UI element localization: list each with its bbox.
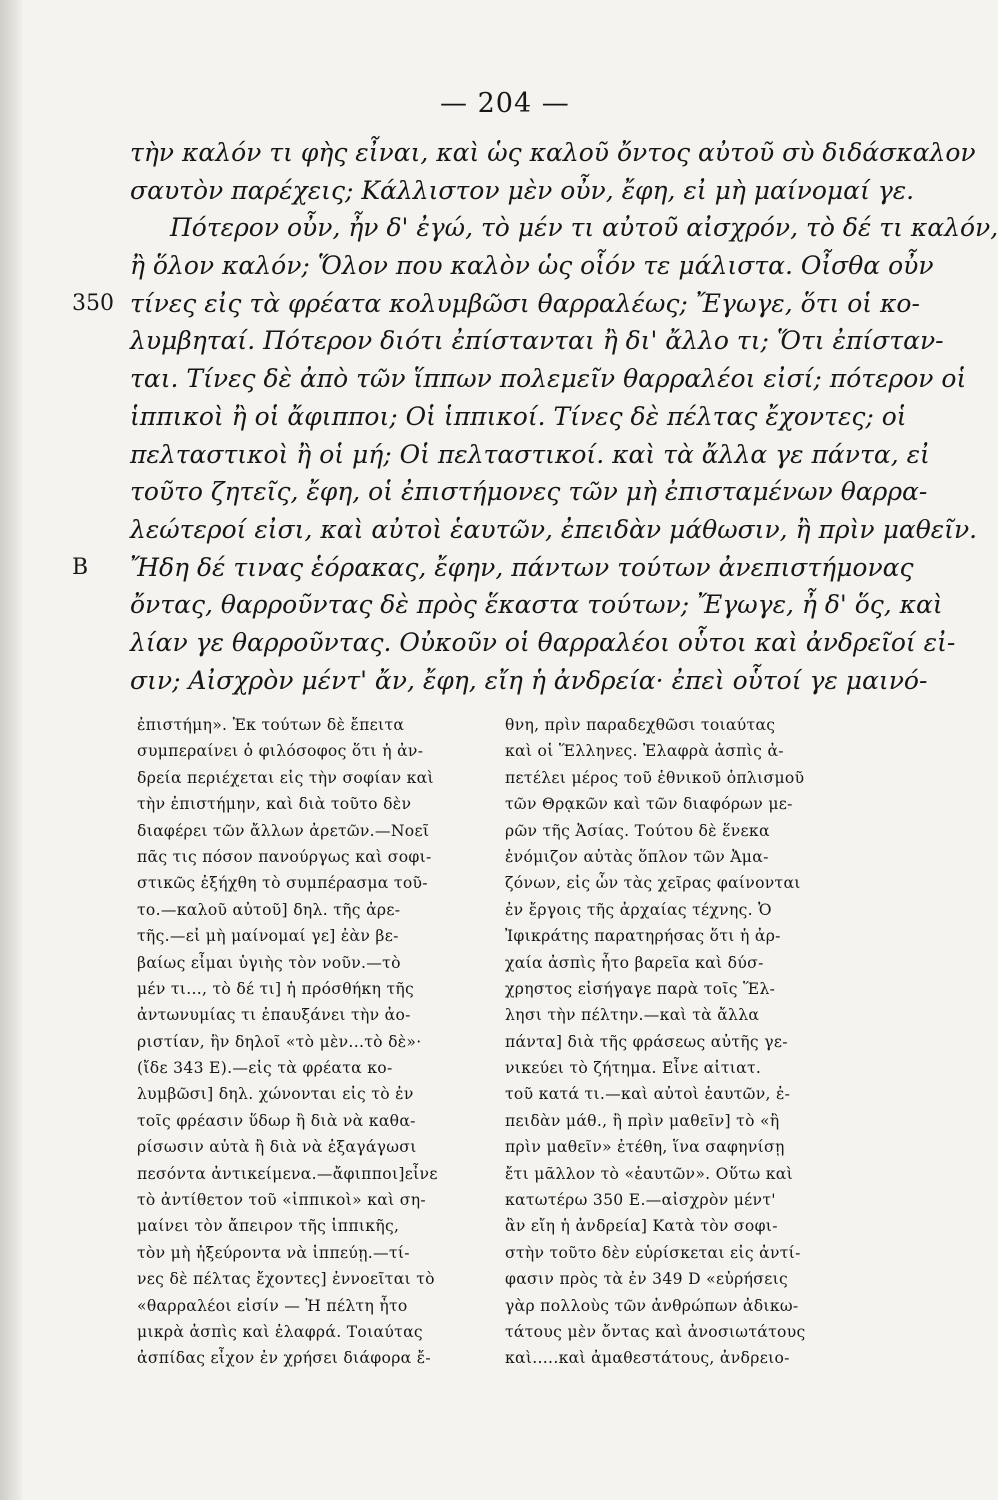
commentary-line: πεσόντα ἀντικείμενα.—ἄφιπποι]εἶνε [137,1164,438,1183]
commentary-line: ἀσπίδας εἶχον ἐν χρήσει διάφορα ἔ- [137,1349,432,1368]
commentary-line: φασιν πρὸς τὰ ἐν 349 D «εὑρήσεις [505,1270,789,1289]
main-text-line [72,285,920,323]
margin-marker: B [72,554,89,580]
main-text-line [130,134,976,172]
main-text-line-content: λεώτεροί εἰσι, καὶ αὐτοὶ ἑαυτῶν, ἐπειδὰν μάθωσιν, ἢ πρὶν μαθεῖν. [130,514,978,544]
commentary-line: νικεύει τὸ ζήτημα. Εἶνε αἰτιατ. [505,1059,762,1078]
main-text-line [130,662,928,700]
main-text-line [130,436,930,474]
page-number: — 204 — [440,88,570,119]
main-text-line-content: ἱππικοὶ ἢ οἱ ἄφιπποι; Οἱ ἱππικοί. Τίνες δὲ πέλτας ἔχοντες; οἱ [130,401,907,431]
commentary-line: θνη, πρὶν παραδεχθῶσι τοιαύτας [505,716,776,734]
commentary-line: πρὶν μαθεῖν» ἐτέθη, ἵνα σαφηνίσῃ [505,1138,785,1157]
commentary-line: λησι τὴν πέλτην.—καὶ τὰ ἄλλα [505,1006,760,1025]
main-text-line [130,624,956,662]
commentary-line: τοῦ κατά τι.—καὶ αὐτοὶ ἑαυτῶν, ἐ- [505,1085,791,1104]
commentary-line: τὸ ἀντίθετον τοῦ «ἱππικοὶ» καὶ ση- [137,1191,426,1210]
main-text-line-content: ἢ ὅλον καλόν; Ὅλον που καλὸν ὡς οἷόν τε μάλιστα. Οἶσθα οὖν [130,251,934,281]
commentary-line: νες δὲ πέλτας ἔχοντες] ἐννοεῖται τὸ [137,1270,435,1289]
commentary-line: το.—καλοῦ αὐτοῦ] δηλ. τῆς ἀρε- [137,900,401,919]
commentary-line: γὰρ πολλοὺς τῶν ἀνθρώπων ἀδικω- [505,1296,799,1315]
commentary-line: μέν τι..., τὸ δέ τι] ἡ πρόσθήκη τῆς [137,979,415,998]
commentary-line: χρηστος εἰσήγαγε παρὰ τοῖς Ἕλ- [505,979,776,998]
main-text-line [130,247,934,285]
commentary-line: δρεία περιέχεται εἰς τὴν σοφίαν καὶ [137,768,434,787]
commentary-line: Ἰφικράτης παρατηρήσας ὅτι ἡ ἀρ- [505,927,781,946]
main-text-line-content: ὄντας, θαρροῦντας δὲ πρὸς ἕκαστα τούτων; Ἔγωγε, ἦ δ' ὅς, καὶ [130,590,943,620]
commentary-line: τῶν Θρᾳκῶν καὶ τῶν διαφόρων με- [505,795,793,814]
commentary-line: τὸν μὴ ἠξεύροντα νὰ ἱππεύῃ.—τί- [137,1243,410,1262]
commentary-line: καὶ οἱ Ἕλληνες. Ἐλαφρὰ ἀσπὶς ἀ- [505,742,784,761]
commentary-line: (ἴδε 343 Ε).—εἰς τὰ φρέατα κο- [137,1059,393,1078]
commentary-line: τὴν ἐπιστήμην, καὶ διὰ τοῦτο δὲν [137,795,412,814]
main-text-line-content: λυμβηταί. Πότερον διότι ἐπίστανται ἢ δι' ἄλλο τι; Ὅτι ἐπίσταν- [130,326,944,356]
commentary-line: «θαρραλέοι εἰσίν — Ἡ πέλτη ἦτο [137,1296,408,1315]
main-text-line [130,511,978,549]
main-text-line [130,322,944,360]
main-text-line [130,360,967,398]
main-text-line-content: λίαν γε θαρροῦντας. Οὐκοῦν οἱ θαρραλέοι οὗτοι καὶ ἀνδρεῖοί εἰ- [130,627,956,657]
commentary-line: συμπεραίνει ὁ φιλόσοφος ὅτι ἡ ἀν- [137,742,424,761]
main-text-line-content: τίνες εἰς τὰ φρέατα κολυμβῶσι θαρραλέως; Ἔγωγε, ὅτι οἱ κο- [130,288,920,318]
main-text-line-content: Ἤδη δέ τινας ἑόρακας, ἔφην, πάντων τούτων ἀνεπιστήμονας [130,552,914,582]
commentary-line: πετέλει μέρος τοῦ ἐθνικοῦ ὁπλισμοῦ [505,768,805,787]
main-text-line [130,586,943,624]
commentary-line: ρίσωσιν αὐτὰ ἢ διὰ νὰ ἐξαγάγωσι [137,1138,417,1157]
margin-marker: 350 [72,290,114,316]
commentary-line: ἔτι μᾶλλον τὸ «ἑαυτῶν». Οὕτω καὶ [505,1164,794,1183]
commentary-line: ρῶν τῆς Ἀσίας. Τούτου δὲ ἕνεκα [505,821,770,840]
commentary-line: στὴν τοῦτο δὲν εὑρίσκεται εἰς ἀντί- [505,1243,801,1262]
commentary-line: ἂν εἴη ἡ ἀνδρεία] Κατὰ τὸν σοφι- [505,1217,778,1236]
commentary-line: τοῖς φρέασιν ὕδωρ ἢ διὰ νὰ καθα- [137,1111,416,1130]
main-text-line-content: τὴν καλόν τι φὴς εἶναι, καὶ ὡς καλοῦ ὄντος αὐτοῦ σὺ διδάσκαλον [130,138,976,167]
commentary-line: χαία ἀσπὶς ἦτο βαρεῖα καὶ δύσ- [505,953,764,972]
main-greek-text [72,134,998,699]
main-text-line [130,172,915,210]
commentary-line: στικῶς ἐξήχθη τὸ συμπέρασμα τοῦ- [137,874,428,893]
main-text-line [130,473,928,511]
main-text-line [130,398,907,436]
commentary-line: τῆς.—εἰ μὴ μαίνομαί γε] ἐὰν βε- [137,927,399,946]
commentary-line: διαφέρει τῶν ἄλλων ἀρετῶν.—Νοεῖ [137,821,430,840]
commentary-line: βαίως εἶμαι ὑγιὴς τὸν νοῦν.—τὸ [137,953,401,972]
main-text-line-content: ται. Τίνες δὲ ἀπὸ τῶν ἵππων πολεμεῖν θαρραλέοι εἰσί; πότερον οἱ [130,364,967,394]
commentary-line: πάντα] διὰ τῆς φράσεως αὐτῆς γε- [505,1032,788,1051]
commentary-line: τάτους μὲν ὄντας καὶ ἀνοσιωτάτους [505,1322,806,1341]
commentary-line: ἀντωνυμίας τι ἐπαυξάνει τὴν ἀο- [137,1006,411,1025]
commentary-line: πᾶς τις πόσον πανούργως καὶ σοφι- [137,847,432,866]
commentary-left-column [137,712,477,1372]
commentary-line: λυμβῶσι] δηλ. χώνονται εἰς τὸ ἐν [137,1085,414,1104]
commentary-line: ἐν ἔργοις τῆς ἀρχαίας τέχνης. Ὁ [505,900,772,919]
commentary-line: ἐπιστήμη». Ἐκ τούτων δὲ ἔπειτα [137,716,405,734]
main-text-line-content: σαυτὸν παρέχεις; Κάλλιστον μὲν οὖν, ἔφη, εἰ μὴ μαίνομαί γε. [130,175,915,205]
commentary-line: ἐνόμιζον αὐτὰς ὅπλον τῶν Ἀμα- [505,847,769,866]
commentary-line: πειδὰν μάθ., ἢ πρὶν μαθεῖν] τὸ «ἢ [505,1111,780,1130]
main-text-line-content: Πότερον οὖν, ἦν δ' ἐγώ, τὸ μέν τι αὐτοῦ αἰσχρόν, τὸ δέ τι καλόν, [170,213,998,243]
commentary-right-column [505,712,850,1372]
commentary-line: καὶ.....καὶ ἀμαθεστάτους, ἀνδρειο- [505,1349,790,1368]
main-text-line-content: πελταστικοὶ ἢ οἱ μή; Οἱ πελταστικοί. καὶ τὰ ἄλλα γε πάντα, εἰ [130,439,930,469]
commentary-line: κατωτέρω 350 Ε.—αἰσχρὸν μέντ' [505,1191,776,1210]
main-text-line [130,209,998,247]
main-text-line [72,549,914,587]
main-text-line-content: σιν; Αἰσχρὸν μέντ' ἄν, ἔφη, εἴη ἡ ἀνδρεία· ἐπεὶ οὗτοί γε μαινό- [130,665,928,695]
main-text-line-content: τοῦτο ζητεῖς, ἔφη, οἱ ἐπιστήμονες τῶν μὴ ἐπισταμένων θαρρα- [130,477,928,507]
commentary-line: μικρὰ ἀσπὶς καὶ ἐλαφρά. Τοιαύτας [137,1322,423,1341]
commentary-line: μαίνει τὸν ἄπειρον τῆς ἱππικῆς, [137,1217,400,1236]
commentary-line: ριστίαν, ἣν δηλοῖ «τὸ μὲν...τὸ δὲ»· [137,1032,422,1051]
page-edge-shadow [0,0,22,1500]
commentary-line: ζόνων, εἰς ὧν τὰς χεῖρας φαίνονται [505,874,801,893]
